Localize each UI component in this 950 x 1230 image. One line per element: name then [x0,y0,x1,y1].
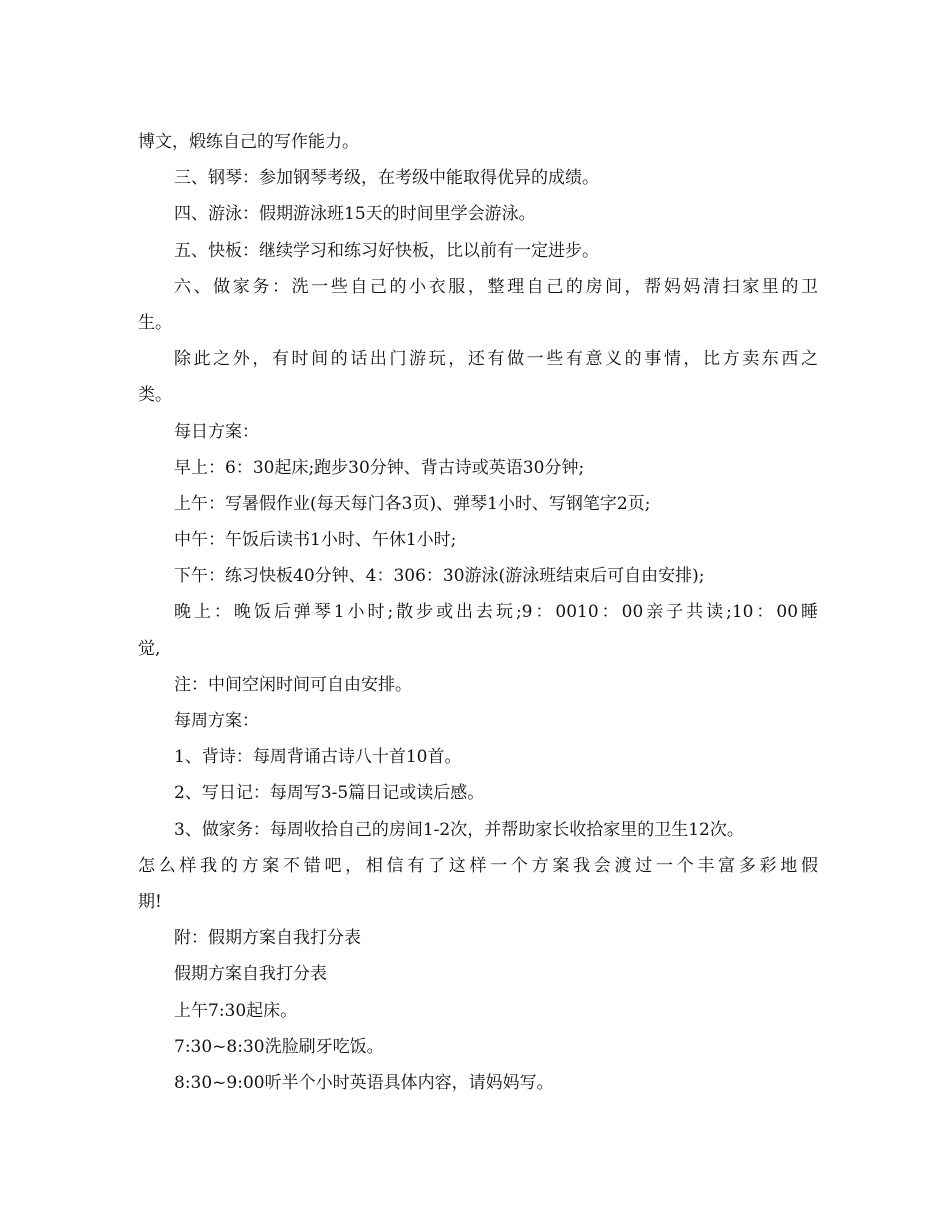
paragraph-line: 早上：6：30起床;跑步30分钟、背古诗或英语30分钟; [174,457,585,478]
section-heading: 每日方案： [174,421,259,442]
paragraph-line: 中午：午饭后读书1小时、午休1小时; [174,530,457,551]
paragraph-line: 生。 [138,312,172,333]
paragraph-line: 类。 [138,385,172,406]
paragraph-line: 上午：写暑假作业(每天每门各3页)、弹琴1小时、写钢笔字2页; [174,493,651,514]
section-heading: 假期方案自我打分表 [174,964,327,985]
document-body [138,124,818,1101]
paragraph-line: 7:30~8:30洗脸刷牙吃饭。 [174,1036,384,1057]
paragraph-line: 博文，煅练自己的写作能力。 [138,132,359,152]
paragraph-line: 8:30~9:00听半个小时英语具体内容，请妈妈写。 [174,1072,554,1093]
paragraph-line: 怎么样我的方案不错吧，相信有了这样一个方案我会渡过一个丰富多彩地假 [138,855,818,876]
paragraph-line: 觉, [138,638,161,659]
paragraph-line: 注：中间空闲时间可自由安排。 [174,674,412,695]
paragraph-line: 2、写日记：每周写3-5篇日记或读后感。 [174,783,485,804]
paragraph-line: 3、做家务：每周收拾自己的房间1-2次，并帮助家长收拾家里的卫生12次。 [174,819,744,840]
paragraph-line: 附：假期方案自我打分表 [174,928,361,949]
paragraph-line: 1、背诗：每周背诵古诗八十首10首。 [174,747,462,768]
paragraph-line: 六、做家务：洗一些自己的小衣服，整理自己的房间，帮妈妈清扫家里的卫 [174,276,818,297]
paragraph-line: 除此之外，有时间的话出门游玩，还有做一些有意义的事情，比方卖东西之 [174,349,818,370]
paragraph-line: 上午7:30起床。 [174,1000,298,1021]
paragraph-line: 晚上：晚饭后弹琴1小时;散步或出去玩;9：0010：00亲子共读;10：00睡 [174,602,818,623]
section-heading: 每周方案： [174,711,259,731]
paragraph-line: 三、钢琴：参加钢琴考级，在考级中能取得优异的成绩。 [174,168,599,189]
paragraph-line: 下午：练习快板40分钟、4：306：30游泳(游泳班结束后可自由安排); [174,566,705,587]
paragraph-line: 期! [138,891,162,912]
paragraph-line: 五、快板：继续学习和练习好快板，比以前有一定进步。 [174,240,599,261]
paragraph-line: 四、游泳：假期游泳班15天的时间里学会游泳。 [174,204,536,225]
